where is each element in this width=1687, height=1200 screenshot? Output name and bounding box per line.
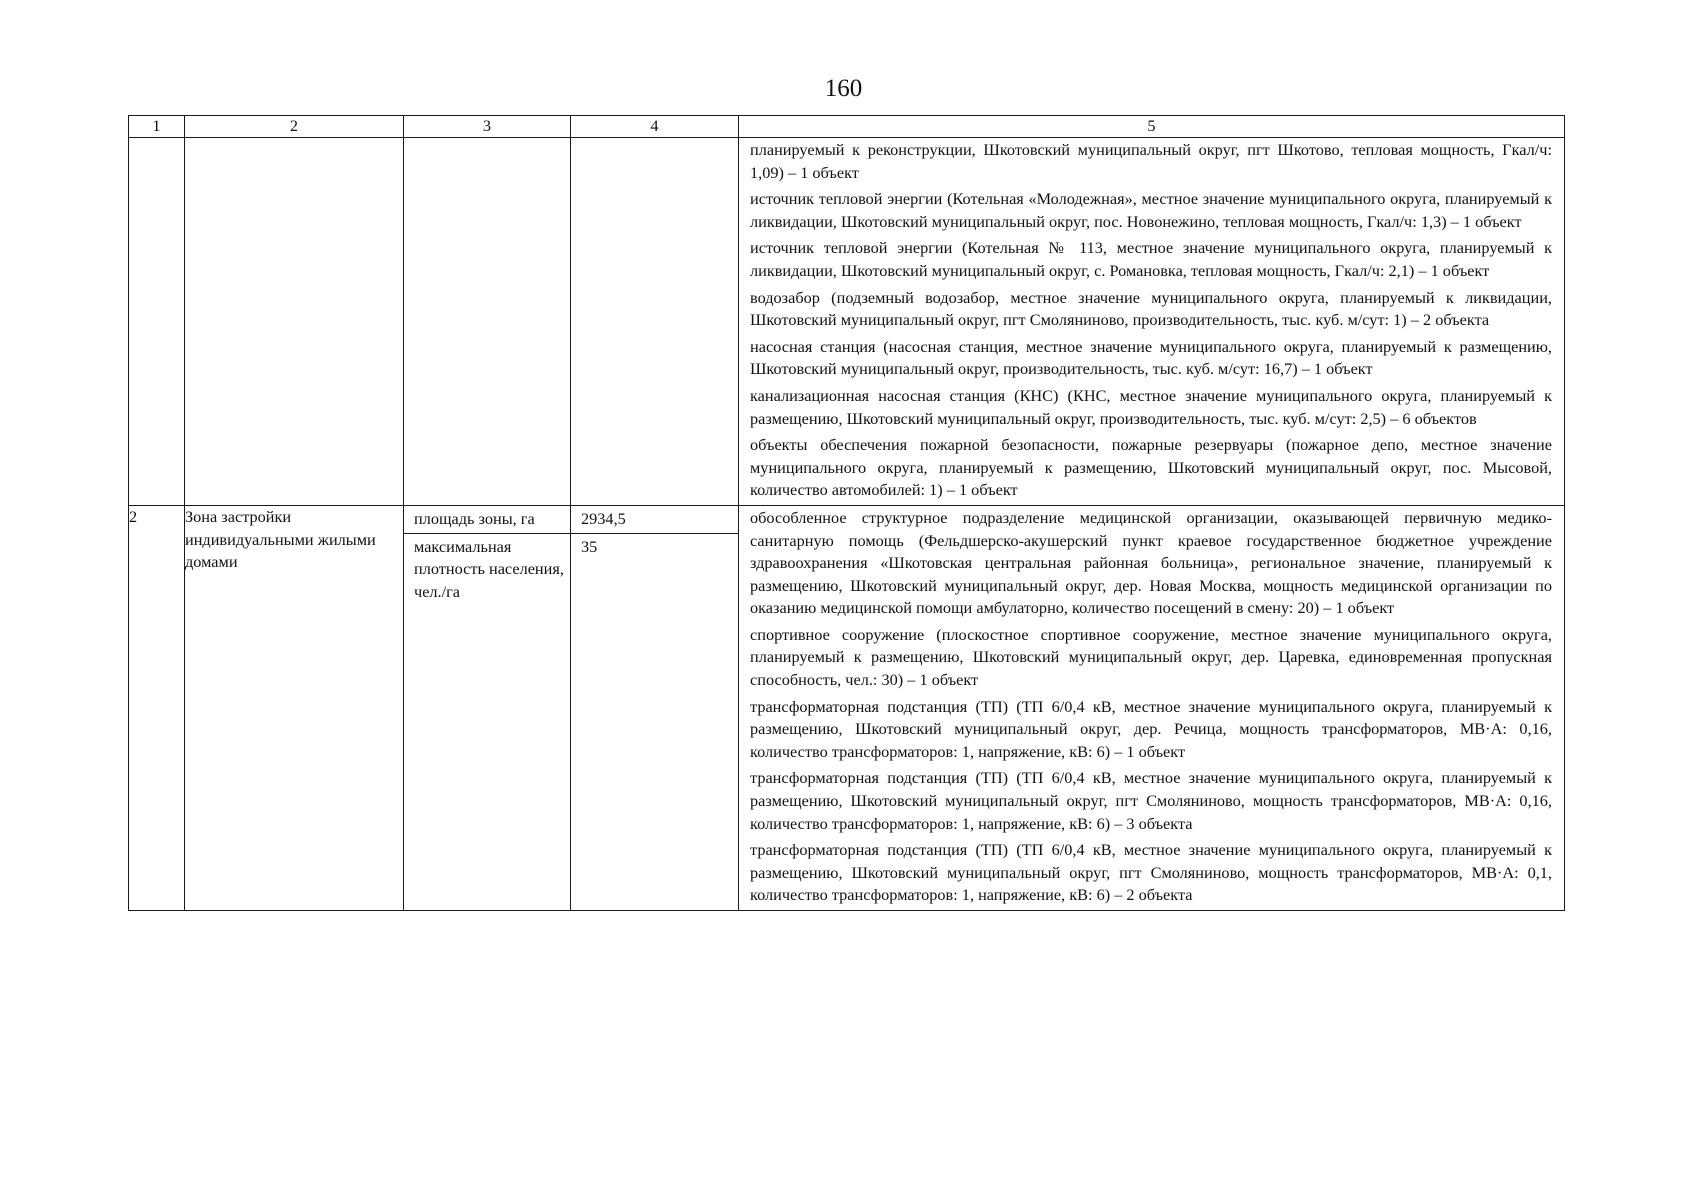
object-entry: источник тепловой энергии (Котельная «Молодежная», местное значение муниципального округа, планируемый к ликвидации, Шкотовский муниципальный округ, пос. Новонежино, тепловая мощность, Гкал/ч: 1,3) – 1 объект xyxy=(750,189,1552,231)
object-entry: трансформаторная подстанция (ТП) (ТП 6/0,4 кВ, местное значение муниципального округа, планируемый к размещению, Шкотовский муниципальный округ, пгт Смоляниново, мощность трансформаторов, МВ·А: 0,16, количество трансформаторов: 1, напряжение, кВ: 6) – 3 объекта xyxy=(750,768,1552,833)
zone-name: Зона застройки индивидуальными жилыми домами xyxy=(185,505,404,910)
page-number: 160 xyxy=(824,75,863,102)
table-row xyxy=(129,138,1565,506)
zone-name xyxy=(185,138,404,506)
header-col-5: 5 xyxy=(739,116,1565,138)
object-entry: водозабор (подземный водозабор, местное значение муниципального округа, планируемый к ликвидации, Шкотовский муниципальный округ, пгт Смоляниново, производительность, тыс. куб. м/сут: 1) – 2 объекта xyxy=(750,287,1552,330)
param-name-cell xyxy=(404,505,571,910)
param-value: 35 xyxy=(581,536,598,556)
row-number xyxy=(129,138,185,506)
header-col-2: 2 xyxy=(185,116,404,138)
table-row xyxy=(129,505,1565,910)
table-header xyxy=(129,116,1565,138)
zones-table xyxy=(128,115,1565,911)
object-entry: обособленное структурное подразделение медицинской организации, оказывающей первичную медико-санитарную помощь (Фельдшерско-акушерский пункт краевое государственное бюджетное учреждение здравоохранения «Шкотовская центральная районная больница», региональное значение, планируемый к размещению, Шкотовский муниципальный округ, дер. Новая Москва, мощность медицинской организации по оказанию медицинской помощи амбулаторно, количество посещений в смену: 20) – 1 объект xyxy=(750,507,1552,618)
table-body xyxy=(129,138,1565,911)
object-entry: трансформаторная подстанция (ТП) (ТП 6/0,4 кВ, местное значение муниципального округа, планируемый к размещению, Шкотовский муниципальный округ, дер. Речица, мощность трансформаторов, МВ·А: 0,16, количество трансформаторов: 1, напряжение, кВ: 6) – 1 объект xyxy=(750,696,1552,761)
param-name: площадь зоны, га xyxy=(404,506,570,534)
param-name-cell xyxy=(404,138,571,506)
object-entry: спортивное сооружение (плоскостное спортивное сооружение, местное значение муниципального округа, планируемый к размещению, Шкотовский муниципальный округ, дер. Царевка, единовременная пропускная способность, чел.: 30) – 1 объект xyxy=(750,624,1552,690)
row-number: 2 xyxy=(129,505,185,910)
header-col-1: 1 xyxy=(129,116,185,138)
object-entry: источник тепловой энергии (Котельная № 113, местное значение муниципального округа, планируемый к ликвидации, Шкотовский муниципальный округ, с. Романовка, тепловая мощность, Гкал/ч: 2,1) – 1 объект xyxy=(750,238,1552,280)
object-entry: канализационная насосная станция (КНС) (КНС, местное значение муниципального округа, планируемый к размещению, Шкотовский муниципальный округ, производительность, тыс. куб. м/сут: 2,5) – 6 объектов xyxy=(750,385,1552,428)
objects-cell xyxy=(739,138,1565,506)
header-row xyxy=(129,116,1565,138)
param-value-cell xyxy=(571,505,739,910)
param-value: 2934,5 xyxy=(571,506,738,534)
object-entry: объекты обеспечения пожарной безопасности, пожарные резервуары (пожарное депо, местное значение муниципального округа, планируемый к размещению, Шкотовский муниципальный округ, пос. Мысовой, количество автомобилей: 1) – 1 объект xyxy=(750,435,1552,500)
header-col-4: 4 xyxy=(571,116,739,138)
param-name: максимальная плотность населения, чел./га xyxy=(414,536,564,601)
param-value-cell xyxy=(571,138,739,506)
object-entry: планируемый к реконструкции, Шкотовский муниципальный округ, пгт Шкотово, тепловая мощность, Гкал/ч: 1,09) – 1 объект xyxy=(750,140,1552,182)
objects-cell xyxy=(739,505,1565,910)
object-entry: трансформаторная подстанция (ТП) (ТП 6/0,4 кВ, местное значение муниципального округа, планируемый к размещению, Шкотовский муниципальный округ, пгт Смоляниново, мощность трансформаторов, МВ·А: 0,1, количество трансформаторов: 1, напряжение, кВ: 6) – 2 объекта xyxy=(750,840,1552,905)
header-col-3: 3 xyxy=(404,116,571,138)
object-entry: насосная станция (насосная станция, местное значение муниципального округа, планируемый к размещению, Шкотовский муниципальный округ, производительность, тыс. куб. м/сут: 16,7) – 1 объект xyxy=(750,336,1552,379)
